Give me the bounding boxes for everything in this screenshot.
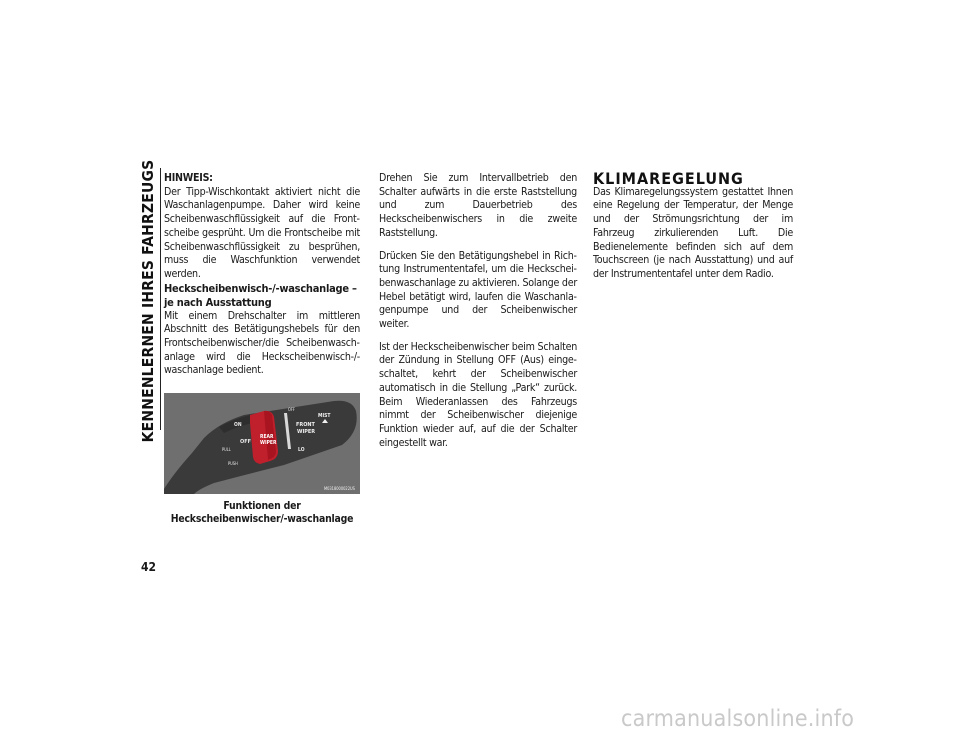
note-label: HINWEIS: (164, 172, 213, 184)
watermark: carmanualsonline.info (621, 706, 855, 732)
label-front: FRONT (296, 422, 315, 428)
washer-paragraph: Drücken Sie den Betätigungshebel in Richtung Instrumententafel, um die Heckscheibenwaschanlage zu aktivieren. Solange der Hebel betätigt wird, laufen die Waschanlagenpumpe und der Scheibenwischer weiter. (379, 249, 577, 331)
rear-wiper-paragraph: Mit einem Drehschalter im mittleren Abschnitt des Betätigungshebels für den Frontscheibenwischer/die Scheibenwaschanlage wird die Heckscheibenwisch-/-waschanlage bedient. (164, 309, 360, 377)
section-side-title (134, 159, 162, 443)
label-wiper-rear: WIPER (260, 440, 277, 446)
label-pull: PULL (222, 447, 231, 452)
figure-code: M0318000022US (324, 486, 355, 491)
wiper-stalk-figure (164, 393, 360, 494)
label-push: PUSH (228, 461, 238, 466)
label-mist: MIST (318, 413, 331, 419)
climate-paragraph: Das Klimaregelungssystem gestattet Ihnen eine Regelung der Temperatur, der Menge und der Strömungsrichtung der im Fahrzeug zirkulierenden Luft. Die Bedienelemente befinden sich auf dem Touchscreen (je nach Ausstattung) und auf der Instrumententafel unter dem Radio. (593, 185, 793, 280)
label-off-top: OFF (288, 407, 295, 412)
section-title-text: KENNENLERNEN IHRES FAHRZEUGS (139, 159, 157, 443)
column-1 (164, 172, 360, 378)
park-paragraph: Ist der Heckscheibenwischer beim Schalten der Zündung in Stellung OFF (Aus) eingeschaltet, kehrt der Scheibenwischer automatisch in die Stellung „Park“ zurück. Beim Wiederanlassen des Fahrzeugs nimmt der Scheibenwischer diejenige Funktion wieder auf, auf die der Schalter eingestellt war. (379, 340, 577, 449)
section-heading-klimaregelung: KLIMAREGELUNG (593, 169, 744, 188)
column-2 (379, 172, 577, 450)
label-lo: LO (298, 447, 305, 453)
label-off-left: OFF (240, 439, 251, 445)
interval-paragraph: Drehen Sie zum Intervallbetrieb den Schalter aufwärts in die erste Raststellung und zum Dauerbetrieb des Heckscheibenwischers in die zweite Raststellung. (379, 172, 577, 239)
wiper-stalk-illustration (164, 393, 360, 494)
note-text: Der Tipp-Wischkontakt aktiviert nicht die Waschanlagenpumpe. Daher wird keine Scheibenwaschflüssigkeit auf die Frontscheibe gesprüht. Um die Frontscheibe mit Scheibenwaschflüssigkeit zu besprühen, muss die Waschfunktion verwendet werden. (164, 185, 360, 280)
page-number: 42 (141, 560, 157, 574)
figure-caption: Funktionen der Heckscheibenwischer/-waschanlage (170, 500, 354, 525)
label-rear: REAR (260, 434, 274, 440)
label-on: ON (234, 422, 242, 428)
label-front-wiper: WIPER (297, 429, 316, 435)
subheading-rear-wiper: Heckscheibenwisch-/-waschanlage – je nach Ausstattung (164, 281, 357, 309)
side-divider (160, 168, 161, 430)
column-3 (593, 169, 793, 282)
